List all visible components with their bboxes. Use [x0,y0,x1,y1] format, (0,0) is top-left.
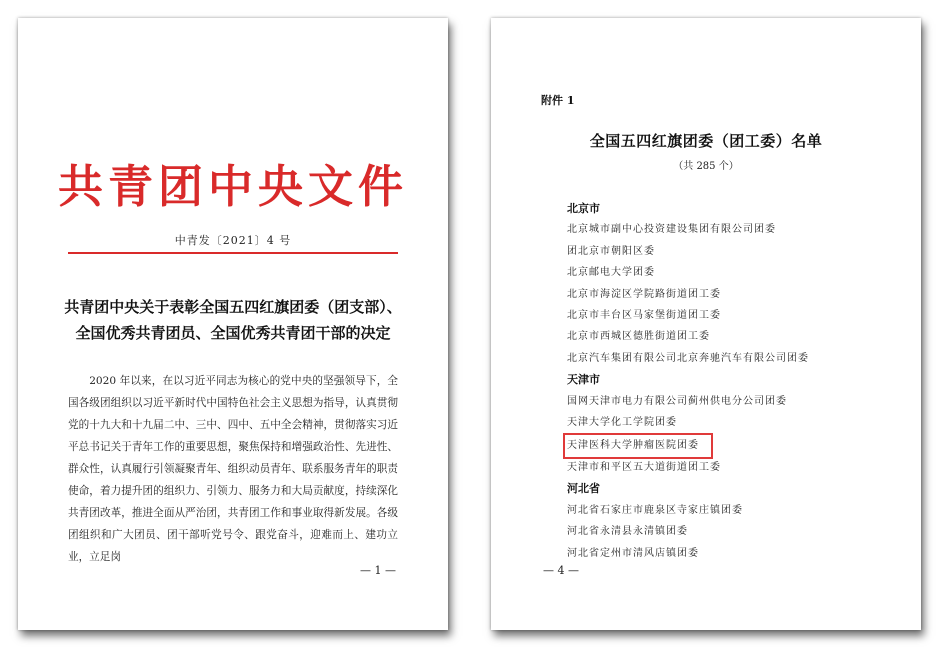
org-item: 河北省定州市清风店镇团委 [567,547,699,559]
org-item: 北京汽车集团有限公司北京奔驰汽车有限公司团委 [567,352,809,364]
org-item: 北京邮电大学团委 [567,267,655,279]
org-item: 天津大学化工学院团委 [567,417,677,429]
org-item: 北京市丰台区马家堡街道团工委 [567,310,721,322]
document-page-1 [18,18,448,630]
region-heading: 北京市 [567,202,600,215]
list-title: 全国五四红旗团委（团工委）名单 [589,132,823,150]
highlighted-org-item: 天津医科大学肿瘤医院团委 [565,435,711,456]
org-item: 河北省石家庄市鹿泉区寺家庄镇团委 [567,504,743,516]
annex-label: 附件 1 [541,94,575,107]
region-heading: 河北省 [567,482,600,496]
list-count: （共 285 个） [673,161,739,172]
decision-title-line-2: 全国优秀共青团员、全国优秀共青团干部的决定 [75,324,391,342]
decision-title [48,294,418,346]
award-list [567,198,897,564]
document-header-title: 共青团中央文件 [57,160,408,213]
page-number: — 1 — [360,564,396,577]
org-item: 北京城市副中心投资建设集团有限公司团委 [567,224,776,236]
document-page-2 [491,18,921,630]
body-paragraph: 2020 年以来，在以习近平同志为核心的党中央的坚强领导下，全国各级团组织以习近平新时代中国特色社会主义思想为指导，认真贯彻党的十九大和十九届二中、三中、四中、五中全会精神，贯彻落实习近平总书记关于青年工作的重要思想，聚焦保持和增强政治性、先进性、群众性，认真履行引领凝聚青年、组织动员青年、联系服务青年的职责使命，着力提升团的组织力、引领力、服务力和大局贡献度，持续深化共青团改革，推进全面从严治团，共青团工作和事业取得新发展。各级团组织和广大团员、团干部听党号令、跟党奋斗，迎难而上、建功立业，立足岗 [68,375,398,563]
org-item: 北京市西城区德胜街道团工委 [567,331,710,343]
decision-title-line-1: 共青团中央关于表彰全国五四红旗团委（团支部）、 [64,298,402,316]
org-item: 河北省永清县永清镇团委 [567,526,688,538]
org-item: 北京市海淀区学院路街道团工委 [567,288,721,300]
org-item: 天津市和平区五大道街道团工委 [567,461,721,473]
org-item: 国网天津市电力有限公司蓟州供电分公司团委 [567,395,787,407]
region-heading: 天津市 [567,373,600,387]
red-divider-line [68,252,398,254]
document-number: 中青发〔2021〕4 号 [174,234,292,247]
org-item: 团北京市朝阳区委 [567,245,655,257]
page-number: — 4 — [543,564,579,577]
body-text [68,370,398,568]
